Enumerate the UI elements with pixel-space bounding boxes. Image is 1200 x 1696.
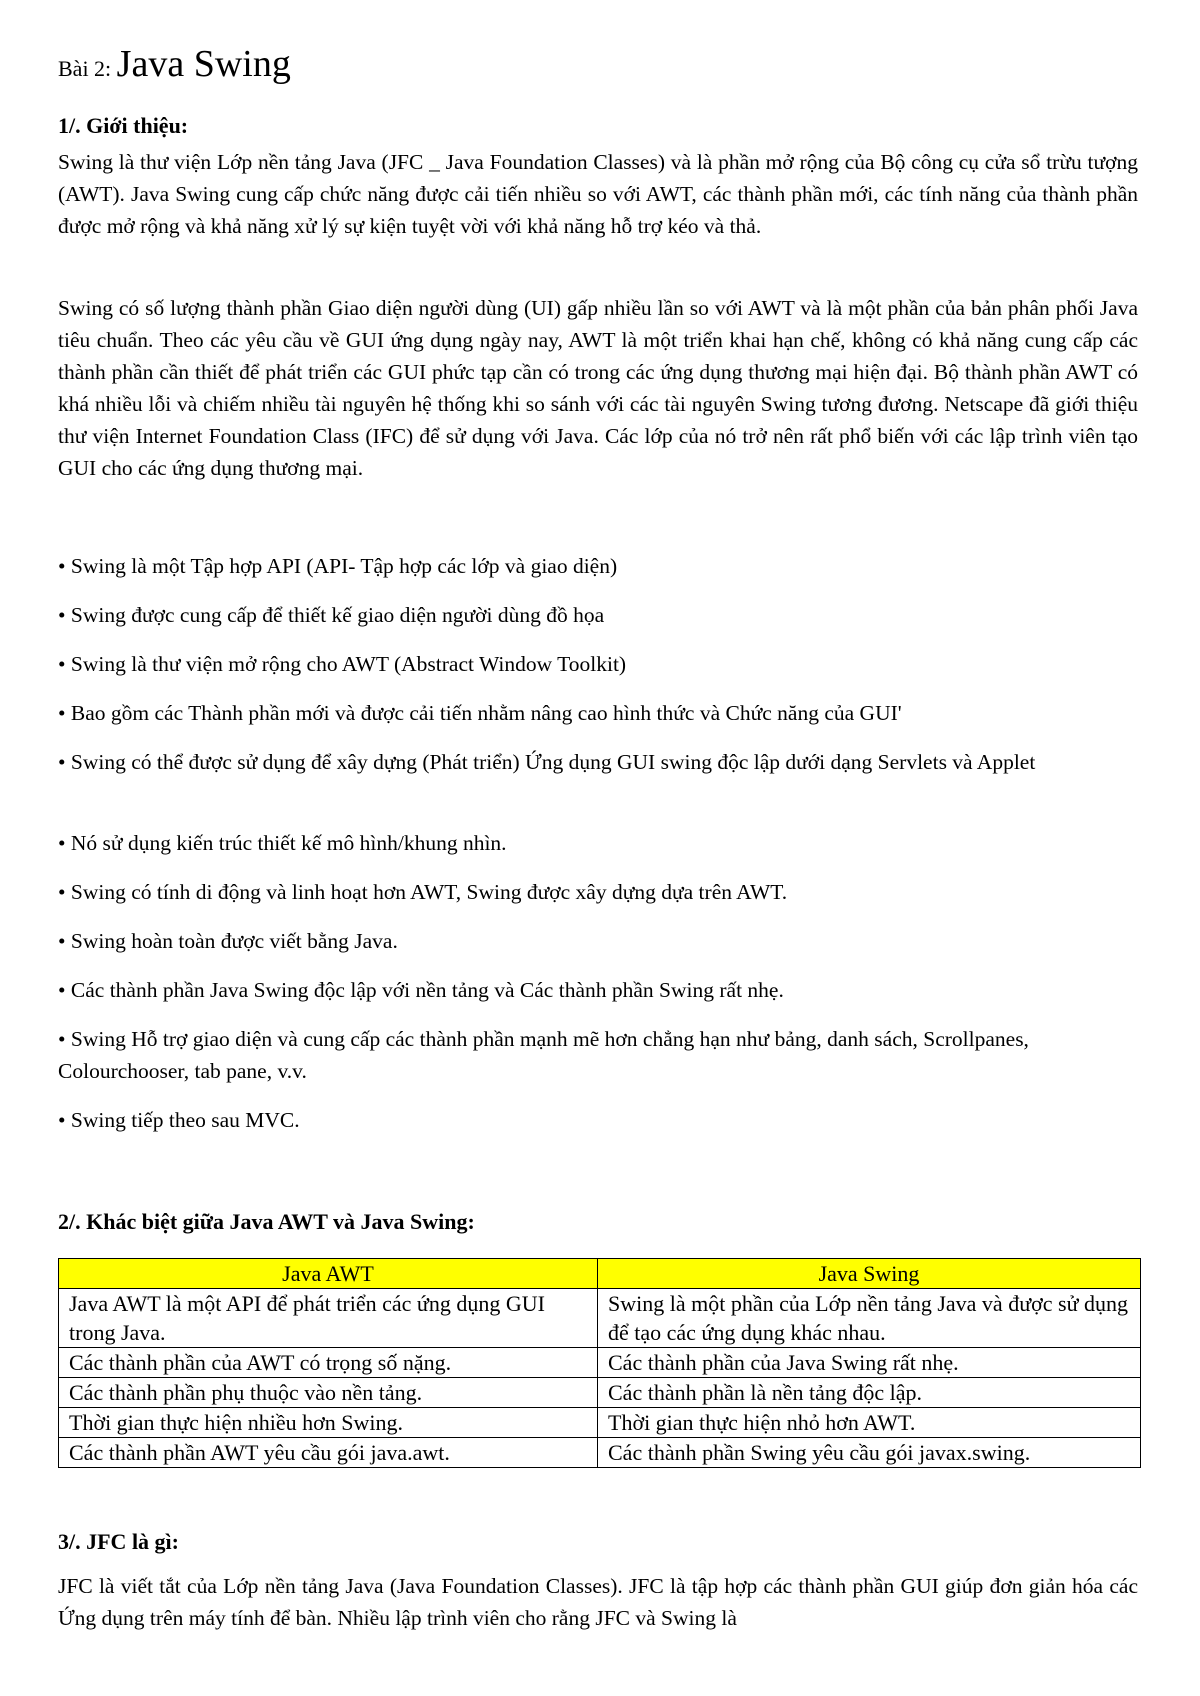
table-cell: Các thành phần Swing yêu cầu gói javax.swing.: [598, 1438, 1141, 1468]
table-cell: Swing là một phần của Lớp nền tảng Java và được sử dụng để tạo các ứng dụng khác nhau.: [598, 1289, 1141, 1348]
section-2-heading: 2/. Khác biệt giữa Java AWT và Java Swing:: [58, 1209, 475, 1234]
table-header-swing: Java Swing: [598, 1259, 1141, 1289]
table-header-awt: Java AWT: [59, 1259, 598, 1289]
bullet-item: • Swing là thư viện mở rộng cho AWT (Abstract Window Toolkit): [58, 652, 627, 676]
table-cell: Các thành phần AWT yêu cầu gói java.awt.: [59, 1438, 598, 1468]
bullet-item: • Bao gồm các Thành phần mới và được cải tiến nhằm nâng cao hình thức và Chức năng của GUI': [58, 701, 902, 725]
table-row: [59, 1438, 1141, 1468]
jfc-paragraph: JFC là viết tắt của Lớp nền tảng Java (Java Foundation Classes). JFC là tập hợp các thành phần GUI giúp đơn giản hóa các Ứng dụng trên máy tính để bàn. Nhiều lập trình viên cho rằng JFC và Swing là: [58, 1574, 1138, 1630]
intro-paragraph-2: Swing có số lượng thành phần Giao diện người dùng (UI) gấp nhiều lần so với AWT và là một phần của bản phân phối Java tiêu chuẩn. Theo các yêu cầu về GUI ứng dụng ngày nay, AWT là một triển khai hạn chế, không có khả năng cung cấp các thành phần cần thiết để phát triển các GUI phức tạp cần có trong các ứng dụng thương mại hiện đại. Bộ thành phần AWT có khá nhiều lỗi và chiếm nhiều tài nguyên hệ thống khi so sánh với các tài nguyên Swing tương đương. Netscape đã giới thiệu thư viện Internet Foundation Class (IFC) để sử dụng với Java. Các lớp của nó trở nên rất phổ biến với các lập trình viên tạo GUI cho các ứng dụng thương mại.: [58, 296, 1138, 480]
table-cell: Các thành phần của AWT có trọng số nặng.: [59, 1348, 598, 1378]
table-cell: Java AWT là một API để phát triển các ứng dụng GUI trong Java.: [59, 1289, 598, 1348]
title-main: Java Swing: [116, 43, 291, 85]
section-3-heading: 3/. JFC là gì:: [58, 1529, 179, 1554]
bullet-item: • Swing là một Tập hợp API (API- Tập hợp các lớp và giao diện): [58, 554, 618, 578]
table-row: [59, 1289, 1141, 1348]
bullet-item: • Swing có thể được sử dụng để xây dựng (Phát triển) Ứng dụng GUI swing độc lập dưới dạng Servlets và Applet: [58, 750, 1036, 774]
table-row: [59, 1408, 1141, 1438]
intro-paragraph-1: Swing là thư viện Lớp nền tảng Java (JFC _ Java Foundation Classes) và là phần mở rộng của Bộ công cụ cửa sổ trừu tượng (AWT). Java Swing cung cấp chức năng được cải tiến nhiều so với AWT, các thành phần mới, các tính năng của thành phần được mở rộng và khả năng xử lý sự kiện tuyệt vời với khả năng hỗ trợ kéo và thả.: [58, 150, 1138, 238]
table-cell: Thời gian thực hiện nhiều hơn Swing.: [59, 1408, 598, 1438]
table-cell: Các thành phần là nền tảng độc lập.: [598, 1378, 1141, 1408]
comparison-table: [58, 1258, 1141, 1468]
section-1-heading: 1/. Giới thiệu:: [58, 113, 189, 138]
bullet-item: • Swing được cung cấp để thiết kế giao diện người dùng đồ họa: [58, 603, 605, 627]
bullet-item: • Swing hoàn toàn được viết bằng Java.: [58, 929, 398, 953]
title-prefix: Bài 2:: [58, 56, 117, 81]
table-cell: Các thành phần phụ thuộc vào nền tảng.: [59, 1378, 598, 1408]
table-row: [59, 1378, 1141, 1408]
table-row: [59, 1348, 1141, 1378]
bullet-item: • Swing có tính di động và linh hoạt hơn AWT, Swing được xây dựng dựa trên AWT.: [58, 880, 788, 904]
table-cell: Thời gian thực hiện nhỏ hơn AWT.: [598, 1408, 1141, 1438]
bullet-item: • Swing Hỗ trợ giao diện và cung cấp các thành phần mạnh mẽ hơn chẳng hạn như bảng, danh sách, Scrollpanes, Colourchooser, tab pane, v.v.: [58, 1027, 1029, 1083]
bullet-item: • Nó sử dụng kiến trúc thiết kế mô hình/khung nhìn.: [58, 831, 507, 855]
page-title: [58, 44, 291, 89]
bullet-item: • Swing tiếp theo sau MVC.: [58, 1108, 300, 1132]
table-cell: Các thành phần của Java Swing rất nhẹ.: [598, 1348, 1141, 1378]
table-header-row: [59, 1259, 1141, 1289]
bullet-item: • Các thành phần Java Swing độc lập với nền tảng và Các thành phần Swing rất nhẹ.: [58, 978, 784, 1002]
